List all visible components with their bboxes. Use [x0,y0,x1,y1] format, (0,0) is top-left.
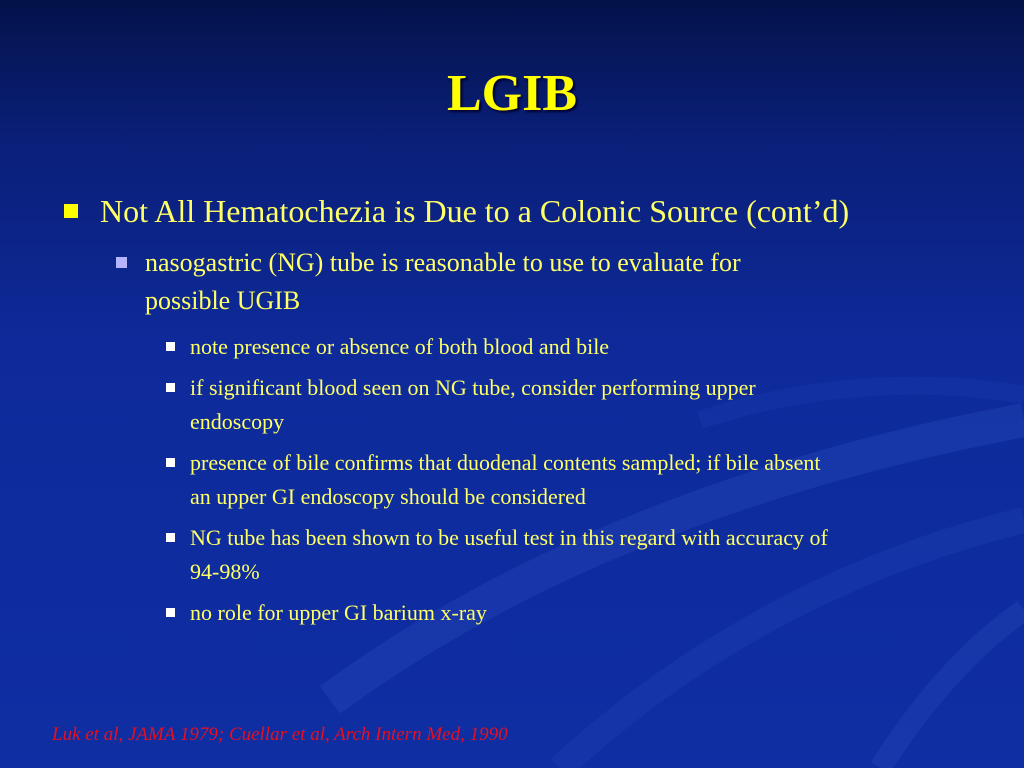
point-line: note presence or absence of both blood and bile [190,334,610,359]
level3-square-bullet-icon [166,383,175,392]
level2-square-bullet-icon [116,257,127,268]
level1-square-bullet-icon [64,204,78,218]
point-line: presence of bile confirms that duodenal contents sampled; if bile absent [190,450,821,475]
point-line: if significant blood seen on NG tube, consider performing upper [190,375,756,400]
point-line-continued: an upper GI endoscopy should be considered [190,484,586,509]
sub-bullet-line1: nasogastric (NG) tube is reasonable to use to evaluate for [145,248,741,277]
level3-square-bullet-icon [166,608,175,617]
point-line-continued: 94-98% [190,559,260,584]
level3-square-bullet-icon [166,342,175,351]
citation: Luk et al, JAMA 1979; Cuellar et al, Arch Intern Med, 1990 [52,724,508,745]
point-line-continued: endoscopy [190,409,285,434]
point-line: NG tube has been shown to be useful test in this regard with accuracy of [190,525,828,550]
level3-square-bullet-icon [166,458,175,467]
point-line: no role for upper GI barium x-ray [190,600,487,625]
sub-bullet-line2: possible UGIB [145,286,301,315]
level3-square-bullet-icon [166,533,175,542]
heading-bullet-text: Not All Hematochezia is Due to a Colonic Source (cont’d) [100,193,850,229]
slide-title: LGIB [446,65,578,122]
